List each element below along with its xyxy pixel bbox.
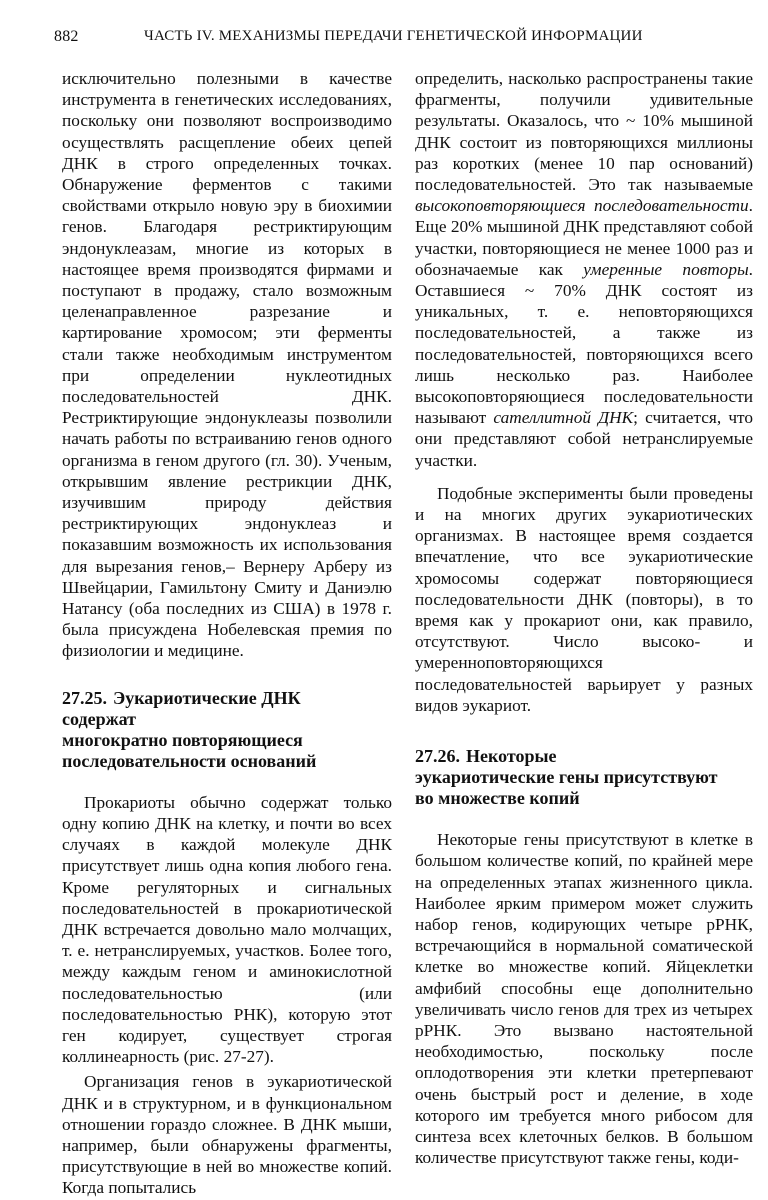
section-title-line: содержат [62,708,137,729]
term-italic: умеренные повторы [583,259,749,279]
paragraph: Некоторые гены присутствуют в клетке в большом количестве копий, по крайней мере на определенных этапах жизненного цикла. Наиболее ярким примером может служить набор генов, кодирующих четыре рРНК, встречающийся в нормальной соматической клетке во множестве копий. Яйцеклетки амфибий способны еще дополнительно увеличивать число генов для трех из четырех рРНК. Это вызвано настоятельной необходимостью, поскольку после оплодотворения эти клетки претерпевают очень быстрый рост и деление, в ходе которого им требуется много рибосом для синтеза всех клеточных белков. В большом количестве присутствуют также гены, коди- [415,830,753,1168]
section-title-line: Некоторые [466,746,557,767]
running-head: ЧАСТЬ IV. МЕХАНИЗМЫ ПЕРЕДАЧИ ГЕНЕТИЧЕСКОЙ ИНФОРМАЦИИ [144,28,643,44]
page-number: 882 [54,28,79,45]
section-title-line: последовательности оснований [62,750,317,771]
page-header [54,28,694,52]
section-title-line: эукариотические гены присутствуют [415,767,718,788]
section-title-line: многократно повторяющиеся [62,729,303,750]
text-run: . Еще 20% мышиной ДНК представляют собой участки, повторяющиеся не менее 1000 раз и обозначаемые как [415,196,753,279]
text-run: ; считается, что они представляют собой нетранслируемые участки. [415,408,754,470]
paragraph: Организация генов в эукариотической ДНК и в структурном, и в функциональном отношении гораздо сложнее. В ДНК мыши, например, были обнаружены фрагменты, присутствующие в ней во множестве копий. Когда попытались [62,1072,392,1198]
section-heading-27-25 [62,688,392,772]
text-run: определить, насколько распространены такие фрагменты, получили удивительные результаты. Оказалось, что ~ 10% мышиной ДНК состоит из повторяющихся миллионы раз коротких (менее 10 пар оснований) последовательностей. Это так называемые [415,69,753,195]
left-column [62,68,392,1199]
text-run: . Оставшиеся ~ 70% ДНК состоят из уникальных, т. е. неповторяющихся последовательностей, а также из последовательностей, повторяющихся всего лишь несколько раз. Наиболее высокоповторяющиеся последовательности называют [415,259,753,428]
paragraph: Прокариоты обычно содержат только одну копию ДНК на клетку, и почти во всех случаях в каждой молекуле ДНК присутствует лишь одна копия любого гена. Кроме регуляторных и сигнальных последовательностей в прокариотической ДНК встречается довольно мало молчащих, т. е. нетранслируемых, участков. Более того, между каждым геном и аминокислотной последовательностью (или последовательностью РНК), которую этот ген кодирует, существует строгая коллинеарность (рис. 27-27). [62,792,392,1067]
term-italic: высокоповторяющиеся последовательности [415,196,749,216]
section-number: 27.26. [415,746,460,767]
paragraph [415,68,753,471]
section-title-line: Эукариотические ДНК [113,687,301,708]
section-number: 27.25. [62,687,107,708]
right-column [415,68,753,1168]
section-heading-27-26 [415,746,753,809]
paragraph: Подобные эксперименты были проведены и на многих других эукариотических организмах. В настоящее время создается впечатление, что все эукариотические хромосомы содержат повторяющиеся последовательности ДНК (повторы), в то время как у прокариот они, как правило, отсутствуют. Число высоко- и умеренноповторяющихся последовательностей варьирует у разных видов эукариот. [415,483,753,715]
section-title-line: во множестве копий [415,788,580,809]
term-italic: сателлитной ДНК [493,408,634,428]
paragraph: исключительно полезными в качестве инструмента в генетических исследованиях, поскольку они позволяют воспроизводимо осуществлять расщепление обеих цепей ДНК в строго определенных точках. Обнаружение ферментов с такими свойствами открыло новую эру в биохимии генов. Благодаря рестриктирующим эндонуклеазам, многие из которых в настоящее время производятся фирмами и поступают в продажу, стало возможным целенаправленное разрезание и картирование хромосом; эти ферменты стали также необходимым инструментом при определении нуклеотидных последовательностей ДНК. Рестриктирующие эндонуклеазы позволили начать работы по встраиванию генов одного организма в геном другого (гл. 30). Ученым, открывшим явление рестрикции ДНК, изучившим природу действия рестриктирующих эндонуклеаз и показавшим возможность их использования для вырезания генов,– Вернеру Арберу из Швейцарии, Гамильтону Смиту и Даниэлю Натансу (оба последних из США) в 1978 г. была присуждена Нобелевская премия по физиологии и медицине. [62,69,392,661]
